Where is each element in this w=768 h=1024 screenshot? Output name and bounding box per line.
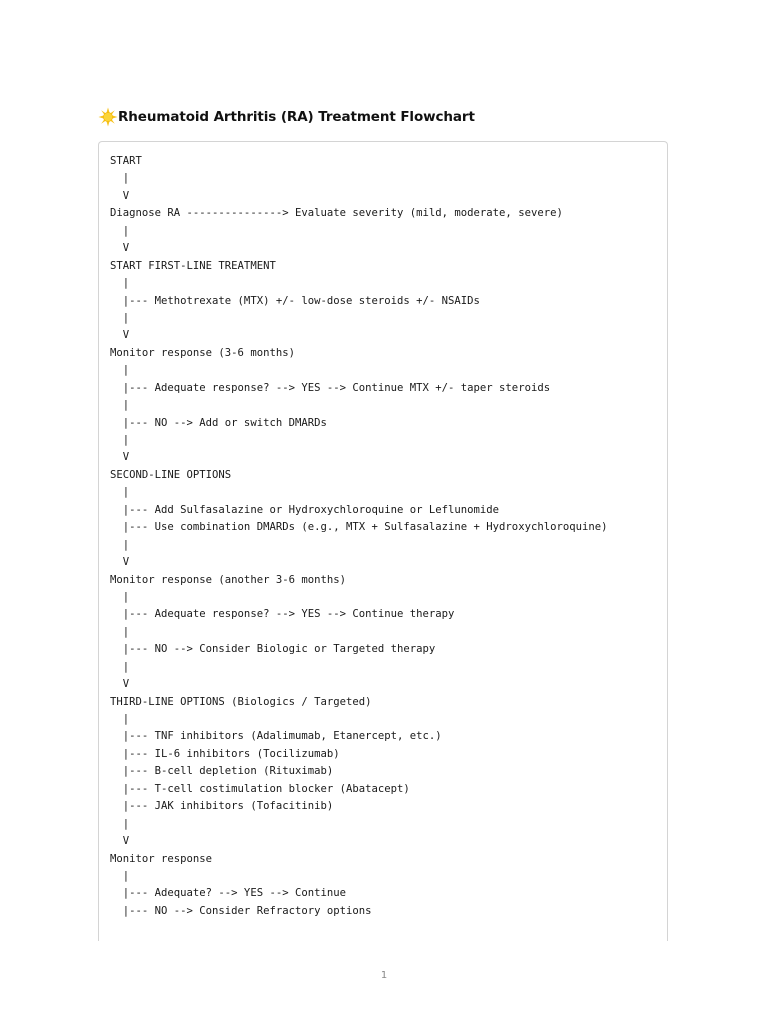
page-number: 1 bbox=[380, 970, 388, 981]
flowchart-line: |--- TNF inhibitors (Adalimumab, Etanercept, etc.) bbox=[110, 730, 442, 743]
flowchart-line: | bbox=[110, 869, 130, 882]
flowchart-line: | bbox=[110, 364, 130, 377]
flowchart-line: | bbox=[110, 625, 130, 638]
flowchart-line: START FIRST-LINE TREATMENT bbox=[110, 259, 276, 272]
flowchart-line: | bbox=[110, 713, 130, 725]
flowchart-line: | bbox=[110, 817, 130, 830]
flowchart-line: | bbox=[110, 311, 130, 324]
flowchart-line: | bbox=[110, 590, 130, 603]
flowchart-line: | bbox=[110, 660, 130, 673]
flowchart-line: Monitor response bbox=[110, 852, 213, 865]
flowchart-line: |--- T-cell costimulation blocker (Abatacept) bbox=[110, 782, 410, 795]
flowchart-line: START bbox=[110, 155, 142, 167]
flowchart-line: |--- IL-6 inhibitors (Tocilizumab) bbox=[110, 747, 340, 760]
flowchart-line: |--- Adequate response? --> YES --> Continue MTX +/- taper steroids bbox=[110, 381, 551, 394]
flowchart-line: | bbox=[110, 486, 130, 499]
flowchart-line: |--- Adequate response? --> YES --> Continue therapy bbox=[110, 608, 455, 621]
flowchart-lines bbox=[110, 153, 607, 920]
flowchart-line: |--- Add Sulfasalazine or Hydroxychloroquine or Leflunomide bbox=[110, 503, 500, 516]
flowchart-line: | bbox=[110, 399, 130, 412]
flowchart-line: V bbox=[110, 189, 130, 202]
flowchart-line: V bbox=[110, 835, 130, 848]
flowchart-line: |--- Adequate? --> YES --> Continue bbox=[110, 887, 346, 900]
flowchart-line: |--- NO --> Consider Biologic or Targeted therapy bbox=[110, 643, 436, 656]
flowchart-line: |--- NO --> Consider Refractory options bbox=[110, 904, 372, 917]
flowchart-line: Monitor response (another 3-6 months) bbox=[110, 573, 346, 586]
flowchart-line: V bbox=[110, 242, 130, 255]
flowchart-line: Monitor response (3-6 months) bbox=[110, 346, 295, 359]
flowchart-line: | bbox=[110, 224, 130, 237]
flowchart-line: V bbox=[110, 678, 130, 691]
flowchart-line: | bbox=[110, 172, 130, 185]
sun-icon bbox=[98, 107, 118, 127]
flowchart-line: |--- Use combination DMARDs (e.g., MTX + Sulfasalazine + Hydroxychloroquine) bbox=[110, 521, 608, 534]
flowchart-line: | bbox=[110, 277, 130, 290]
flowchart-line: |--- B-cell depletion (Rituximab) bbox=[110, 765, 334, 778]
page-title-text: Rheumatoid Arthritis (RA) Treatment Flowchart bbox=[118, 109, 475, 125]
flowchart-line: V bbox=[110, 556, 130, 569]
flowchart-line: THIRD-LINE OPTIONS (Biologics / Targeted) bbox=[110, 695, 372, 708]
flowchart-line: V bbox=[110, 329, 130, 342]
flowchart-line: |--- NO --> Add or switch DMARDs bbox=[110, 416, 327, 429]
flowchart-code-block bbox=[98, 141, 668, 941]
flowchart-line: | bbox=[110, 434, 130, 446]
page-title bbox=[98, 106, 475, 128]
flowchart-line: |--- JAK inhibitors (Tofacitinib) bbox=[110, 800, 334, 813]
flowchart-line: Diagnose RA ---------------> Evaluate severity (mild, moderate, severe) bbox=[110, 207, 563, 220]
flowchart-line: SECOND-LINE OPTIONS bbox=[110, 468, 232, 481]
flowchart-line: V bbox=[110, 451, 130, 464]
flowchart-line: | bbox=[110, 538, 130, 551]
flowchart-line: |--- Methotrexate (MTX) +/- low-dose steroids +/- NSAIDs bbox=[110, 294, 480, 307]
